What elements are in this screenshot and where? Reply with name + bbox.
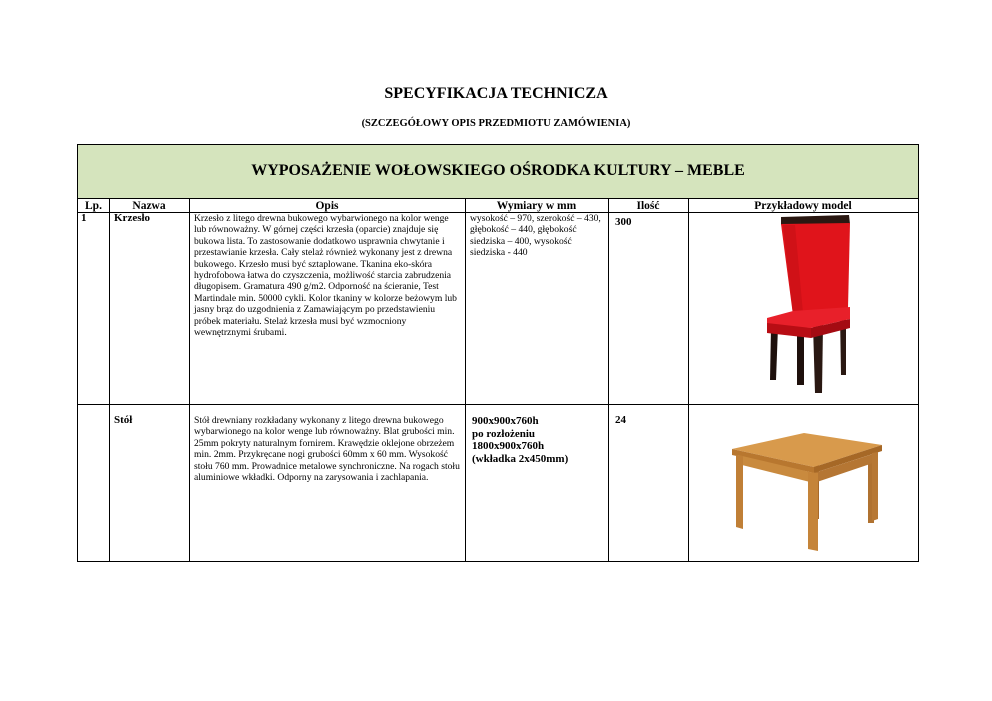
row-description: Krzesło z litego drewna bukowego wybarwionego na kolor wenge lub równoważny. W górnej części krzesła (oparcie) znajduje się bukowa lista. To zastosowanie dodatkowo usprawnia chwytanie i przestawianie krzesła. Cały stelaż również wykonany jest z drewna bukowego. Krzesło musi być sztaplowane. Tkanina eko-skóra hydrofobowa łatwa do czyszczenia, możliwość starcia zabrudzenia długopisem. Gramatura 490 g/m2. Odporność na ścieranie, Test Martindale min. 50000 cykli. Kolor tkaniny w kolorze beżowym lub jasny brąz do uzgodnienia z Zamawiającym po przedstawieniu próbek materiału. Stelaż krzesła musi być wzmocniony wewnętrznymi śrubami. [194,213,457,339]
row-description: Stół drewniany rozkładany wykonany z litego drewna bukowego wybarwionego na kolor wenge lub równoważny. Blat grubości min. 25mm pokryty naturalnym fornirem. Krawędzie oklejone obrzeżem min. 2mm. Przykręcane nogi grubości 60mm x 60 mm. Wysokość stołu 760 mm. Prowadnice metalowe synchroniczne. Na rogach stołu aluminiowe wkładki. Odporny na zarysowania i zachlapania. [194,415,460,484]
row-dimensions: wysokość – 970, szerokość – 430, głębokość – 440, głębokość siedziska – 400, wysokość siedziska - 440 [470,213,601,259]
header-description: Opis [315,200,339,212]
header-name: Nazwa [132,200,166,212]
column-divider [189,198,190,561]
document-title: SPECYFIKACJA TECHNICZA [384,85,608,102]
dimensions-line: 1800x900x760h [472,440,545,452]
column-divider [608,198,609,561]
section-title: WYPOSAŻENIE WOŁOWSKIEGO OŚRODKA KULTURY – MEBLE [251,162,745,179]
column-divider [109,198,110,561]
spec-table [77,144,919,562]
dimensions-line: (wkładka 2x450mm) [472,452,569,465]
dimensions-line: po rozłożeniu [472,427,536,440]
document-subtitle: (SZCZEGÓŁOWY OPIS PRZEDMIOTU ZAMÓWIENIA) [361,118,631,129]
row-name: Stół [114,414,133,426]
section-banner [78,145,918,199]
row-dimensions [472,415,606,465]
row-name: Krzesło [114,212,151,224]
row-divider [78,404,918,405]
red-chair-icon [753,215,853,395]
row-quantity: 300 [615,216,632,228]
header-quantity: Ilość [636,200,660,212]
header-model: Przykładowy model [754,200,852,212]
row-lp: 1 [81,212,87,224]
wooden-table-icon [718,427,884,555]
row-quantity: 24 [615,414,626,426]
header-dimensions: Wymiary w mm [496,200,577,212]
column-divider [688,198,689,561]
column-divider [465,198,466,561]
header-lp: Lp. [85,200,102,212]
dimensions-line: 900x900x760h [472,415,539,427]
